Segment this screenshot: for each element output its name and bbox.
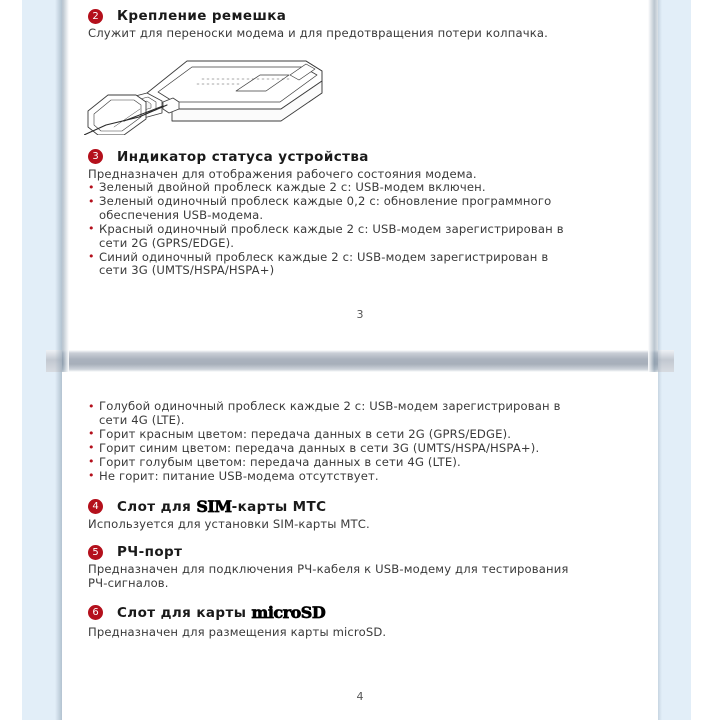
section-heading — [88, 603, 632, 622]
section-title — [117, 497, 326, 516]
list-item-line: Не горит: питание USB-модема отсутствует. — [99, 468, 379, 483]
list-item-line: Синий одиночный проблеск каждые 2 с: USB-модем зарегистрирован в — [99, 249, 549, 264]
page-number: 3 — [356, 308, 364, 321]
list-item-line: Горит красным цветом: передача данных в сети 2G (GPRS/EDGE). — [99, 426, 512, 441]
list-item-line-2: сети 3G (UMTS/HSPA/HSPA+) — [99, 263, 275, 278]
section-microsd-card-slot — [88, 603, 632, 640]
section-number-badge: 4 — [88, 499, 103, 514]
section-intro-text: Используется для установки SIM-карты МТС. — [88, 516, 370, 531]
section-title: РЧ-порт — [117, 544, 183, 561]
section-number-badge: 6 — [88, 605, 103, 620]
list-item-line-2: сети 4G (LTE). — [99, 412, 185, 427]
document-page-3[interactable] — [62, 0, 658, 350]
section-intro-line-2: РЧ-сигналов. — [88, 575, 169, 590]
list-item-line: Горит голубым цветом: передача данных в сети 4G (LTE). — [99, 454, 461, 469]
section-number-badge: 2 — [88, 9, 103, 24]
document-page-4[interactable] — [62, 372, 658, 720]
section-rf-port — [88, 544, 632, 590]
section-title-suffix: -карты МТС — [231, 498, 327, 515]
list-item-line-2: обеспечения USB-модема. — [99, 207, 264, 222]
sim-logotype: SIM — [196, 496, 232, 516]
list-item — [88, 442, 632, 456]
section-strap-mount — [88, 0, 632, 139]
section-heading — [88, 544, 632, 560]
section-title: Крепление ремешка — [117, 8, 287, 24]
list-item — [88, 470, 632, 484]
list-item-line: Голубой одиночный проблеск каждые 2 с: USB-модем зарегистрирован в — [99, 399, 561, 413]
list-item-line: Горит синим цветом: передача данных в сети 3G (UMTS/HSPA/HSPA+). — [99, 440, 540, 455]
section-title-prefix: Слот для — [117, 498, 197, 515]
section-intro-text: Предназначен для отображения рабочего состояния модема. — [88, 166, 477, 181]
list-item-line: Красный одиночный проблеск каждые 2 с: USB-модем зарегистрирован в — [99, 221, 564, 236]
list-item-line: Зеленый одиночный проблеск каждые 0,2 с: обновление программного — [99, 194, 552, 209]
list-item-line: Зеленый двойной проблеск каждые 2 с: USB-модем включен. — [99, 180, 486, 195]
section-heading — [88, 8, 632, 24]
page-number: 4 — [356, 690, 364, 703]
list-item — [88, 251, 632, 278]
status-indicator-list-continued — [88, 400, 632, 484]
section-heading — [88, 149, 632, 165]
list-item — [88, 223, 632, 250]
usb-modem-with-cap-illustration — [84, 47, 384, 135]
section-heading — [88, 497, 632, 516]
section-title — [117, 603, 325, 622]
section-sim-card-slot — [88, 497, 632, 532]
section-title: Индикатор статуса устройства — [117, 148, 369, 165]
list-item — [88, 195, 632, 222]
list-item — [88, 428, 632, 442]
section-number-badge: 5 — [88, 545, 103, 560]
section-title-prefix: Слот для карты — [117, 605, 252, 622]
section-intro-line-1: Предназначен для подключения РЧ-кабеля к USB-модему для тестирования — [88, 562, 569, 577]
list-item — [88, 181, 632, 195]
status-indicator-list — [88, 181, 632, 278]
microsd-logotype: microSD — [251, 603, 326, 623]
list-item — [88, 456, 632, 470]
section-intro-text: Служит для переноски модема и для предотвращения потери колпачка. — [88, 26, 548, 40]
list-item-line-2: сети 2G (GPRS/EDGE). — [99, 235, 235, 250]
section-status-indicator — [88, 149, 632, 278]
page-separator — [62, 350, 658, 372]
section-intro-text: Предназначен для размещения карты microSD. — [88, 625, 387, 640]
section-number-badge: 3 — [88, 149, 103, 164]
list-item — [88, 400, 632, 427]
